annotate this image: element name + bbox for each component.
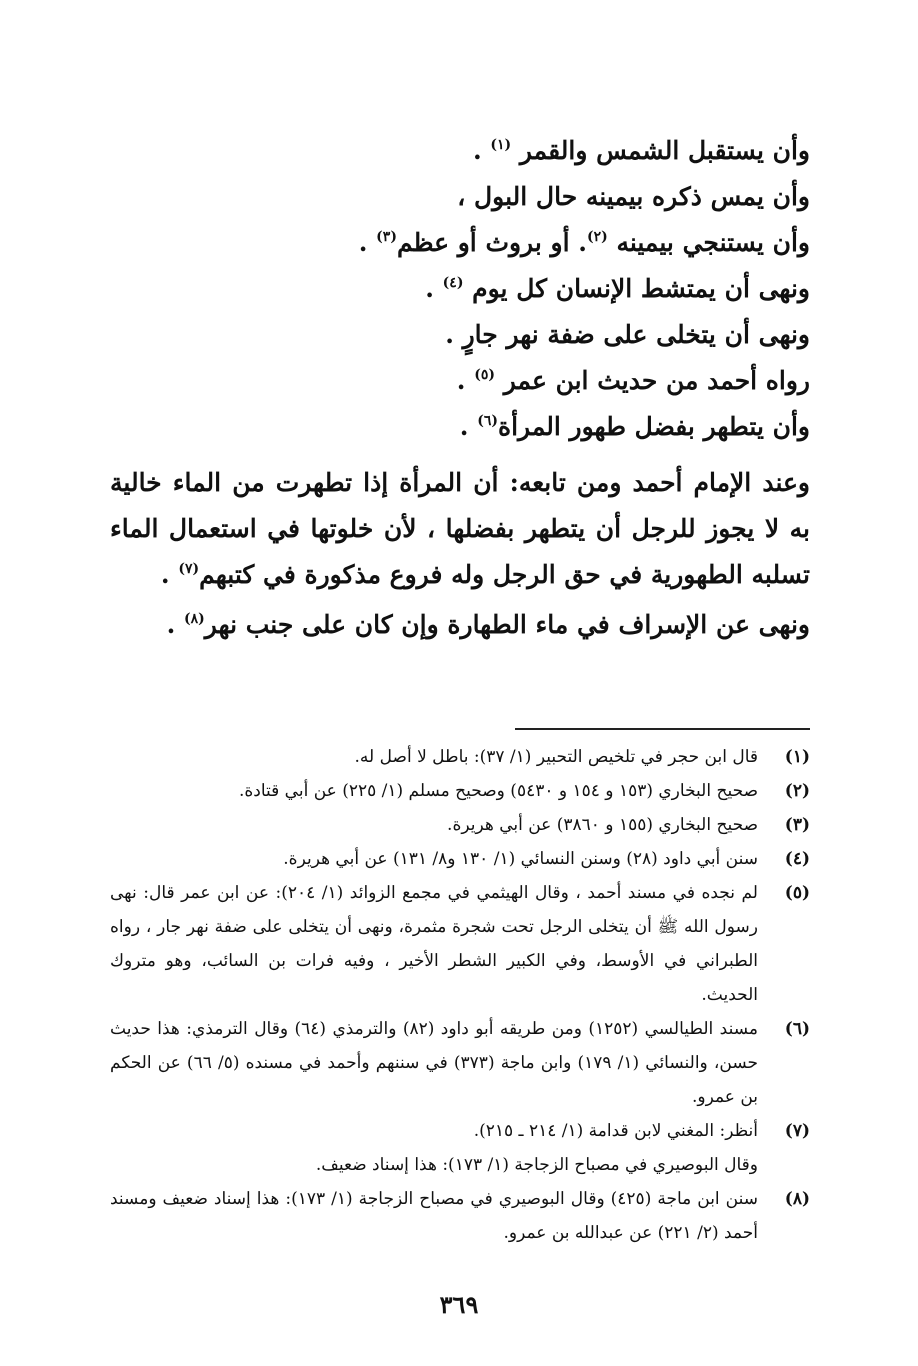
footnote-text: قال ابن حجر في تلخيص التحبير (١/ ٣٧): باطل لا أصل له.	[354, 747, 758, 767]
footnote	[110, 876, 810, 1012]
footnote-number: (٤)	[784, 849, 810, 869]
footnote-text: وقال البوصيري في مصباح الزجاجة (١/ ١٧٣): هذا إسناد ضعيف.	[315, 1155, 758, 1175]
footnote-ref[interactable]: (١)	[490, 137, 512, 153]
text-line: وأن يستقبل الشمس والقمر $^{(١)}$ .	[472, 136, 810, 165]
footnote-ref[interactable]: (٣)	[376, 229, 397, 245]
footnote-number: (٢)	[784, 781, 810, 801]
footnote-text: سنن أبي داود (٢٨) وسنن النسائي (١/ ١٣٠ و٨/ ١٣١) عن أبي هريرة.	[283, 849, 758, 869]
footnote-text: لم نجده في مسند أحمد ، وقال الهيثمي في مجمع الزوائد (١/ ٢٠٤): عن ابن عمر قال: نهى رسول الله ﷺ أن يتخلى الرجل تحت شجرة مثمرة، ونهى أن يتخلى على ضفة نهر جار ، رواه الطبراني في الأوسط، وفي الكبير الشطر الأخير ، وفيه فرات بن السائب، وهو متروك الحديث.	[110, 883, 758, 1005]
footnote	[110, 740, 810, 774]
footnote-ref[interactable]: (٤)	[442, 275, 464, 291]
footnote-number: (٧)	[784, 1121, 810, 1141]
footnote-ref[interactable]: (٨)	[183, 611, 205, 627]
text-line: وأن يستنجي بيمينه $^{(٢)}$. أو بروث أو عظم$^{(٣)}$ .	[358, 228, 810, 257]
footnote	[110, 1012, 810, 1114]
footnote-ref[interactable]: (٧)	[178, 561, 200, 577]
footnote-text: أنظر: المغني لابن قدامة (١/ ٢١٤ ـ ٢١٥).	[473, 1121, 758, 1141]
paragraph: ونهى عن الإسراف في ماء الطهارة وإن كان على جنب نهر$^{(٨)}$ .	[166, 610, 810, 639]
footnote-text: صحيح البخاري (١٥٥ و ٣٨٦٠) عن أبي هريرة.	[447, 815, 758, 835]
text-line: ونهى أن يمتشط الإنسان كل يوم $^{(٤)}$ .	[425, 274, 810, 303]
footnote	[110, 1114, 810, 1182]
footnotes	[110, 740, 810, 1250]
footnote-text: صحيح البخاري (١٥٣ و ١٥٤ و ٥٤٣٠) وصحيح مسلم (١/ ٢٢٥) عن أبي قتادة.	[238, 781, 758, 801]
text-line: رواه أحمد من حديث ابن عمر $^{(٥)}$ .	[456, 366, 810, 395]
footnote-ref[interactable]: (٥)	[474, 367, 495, 383]
text-line: وأن يمس ذكره بيمينه حال البول ،	[457, 182, 810, 211]
footnote-ref[interactable]: (٢)	[586, 229, 608, 245]
footnote-number: (٣)	[784, 815, 810, 835]
footnote-number: (٨)	[784, 1189, 810, 1209]
footnote	[110, 808, 810, 842]
footnote	[110, 1182, 810, 1250]
footnote-text: مسند الطيالسي (١٢٥٢) ومن طريقه أبو داود (٨٢) والترمذي (٦٤) وقال الترمذي: هذا حديث حسن، والنسائي (١/ ١٧٩) وابن ماجة (٣٧٣) في سننهم وأحمد في مسنده (٥/ ٦٦) عن الحكم بن عمرو.	[110, 1019, 758, 1107]
footnote-ref[interactable]: (٦)	[477, 413, 498, 429]
page-number: ٣٦٩	[439, 1290, 479, 1319]
footnote-number: (٥)	[784, 883, 810, 903]
footnote	[110, 774, 810, 808]
main-text	[110, 128, 810, 648]
footnote-divider	[515, 728, 810, 730]
footnote	[110, 842, 810, 876]
text-line: وأن يتطهر بفضل طهور المرأة$^{(٦)}$ .	[459, 412, 810, 441]
footnote-number: (١)	[784, 747, 810, 767]
text-line: ونهى أن يتخلى على ضفة نهر جارٍ .	[445, 320, 810, 349]
footnote-text: سنن ابن ماجة (٤٢٥) وقال البوصيري في مصباح الزجاجة (١/ ١٧٣): هذا إسناد ضعيف ومسند أحمد (٢/ ٢٢١) عن عبدالله بن عمرو.	[110, 1189, 758, 1243]
footnote-number: (٦)	[784, 1019, 810, 1039]
paragraph: وعند الإمام أحمد ومن تابعه: أن المرأة إذا تطهرت من الماء خالية به لا يجوز للرجل أن يتطهر بفضلها ، لأن خلوتها في استعمال الماء تسلبه الطهورية في حق الرجل وله فروع مذكورة في كتبهم$^{(٧)}$ .	[110, 468, 810, 589]
